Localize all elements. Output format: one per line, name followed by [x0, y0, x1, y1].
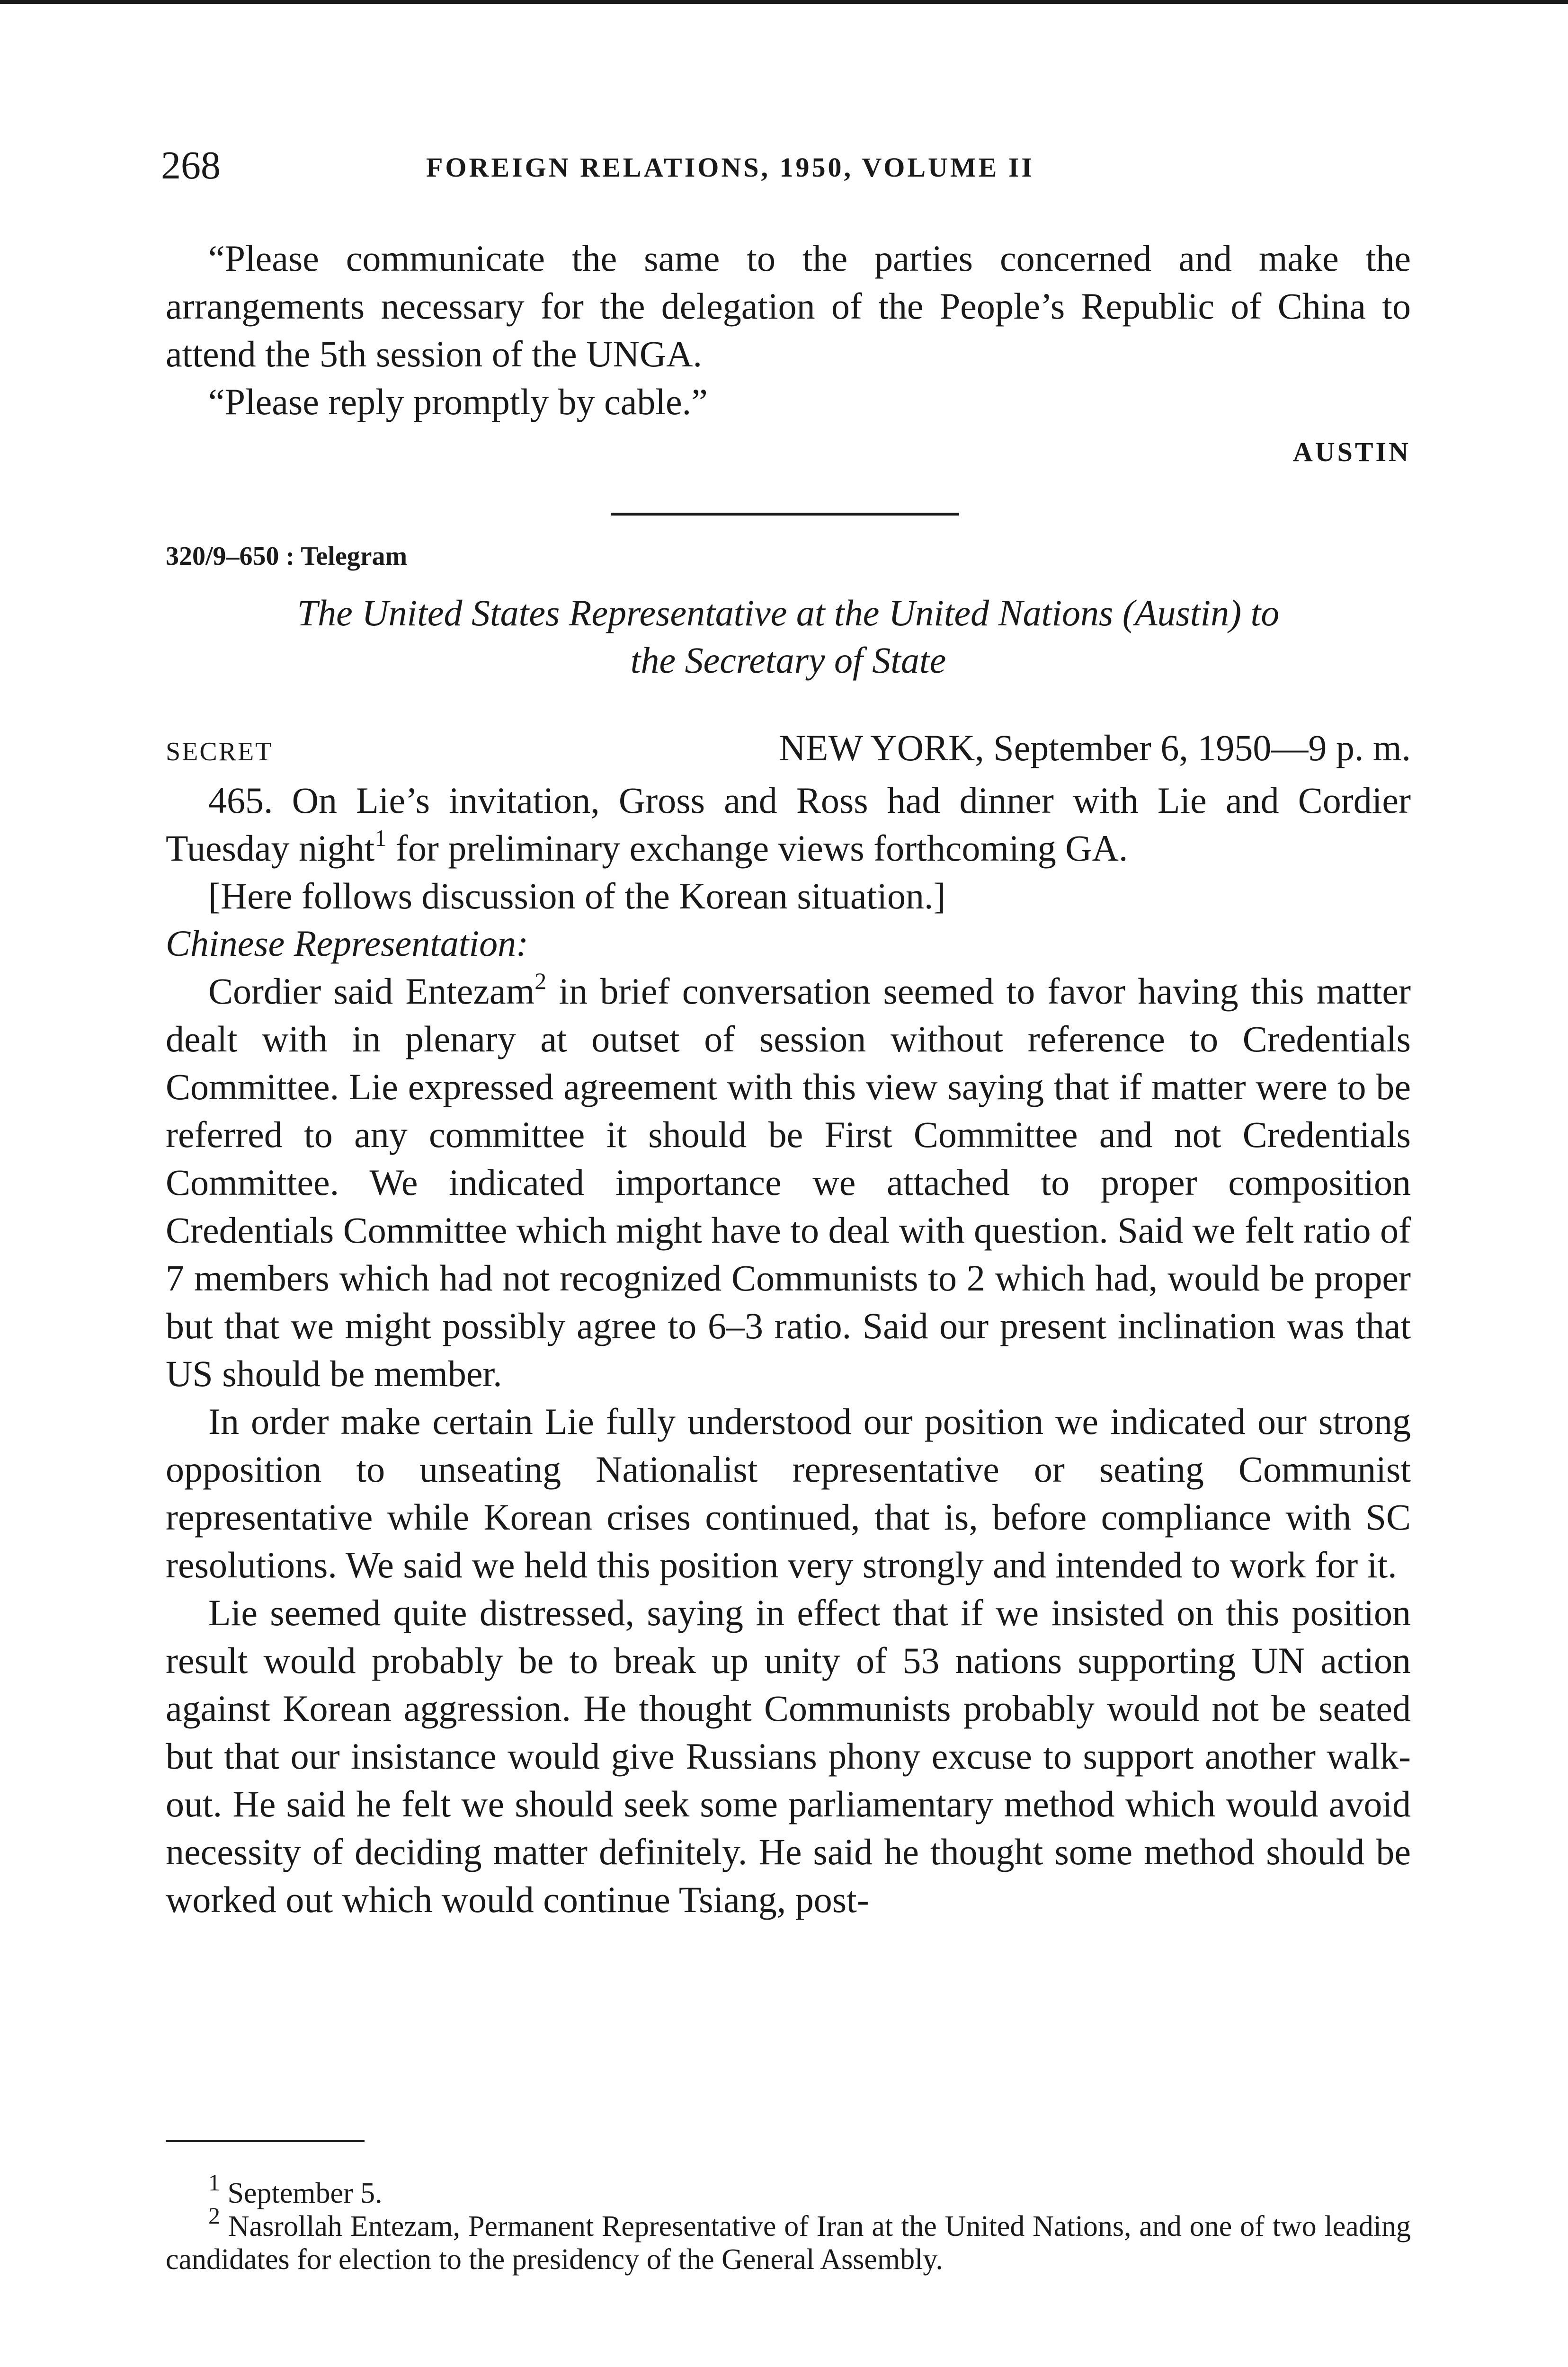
body-paragraph [166, 967, 1411, 1397]
body-text: in brief conversation seemed to favor having this matter dealt with in plenary at outset of session without reference to Credentials Committee. Lie expressed agreement with this view saying that if matter were to be referred to any committee it should be First Committee and not Credentials Committee. We indicated importance we attached to proper composition Credentials Committee which might have to deal with question. Said we felt ratio of 7 members which had not recognized Communists to 2 which had, would be proper but that we might possibly agree to 6–3 ratio. Said our present inclination was that US should be member. [166, 970, 1411, 1394]
document-title-line: The United States Representative at the United Nations (Austin) to [297, 592, 1280, 633]
document-title-line: the Secretary of State [630, 640, 946, 681]
footnote-ref: 1 [374, 825, 387, 851]
footnote [166, 2202, 1411, 2276]
continuation-paragraph: “Please reply promptly by cable.” [208, 381, 708, 422]
body-paragraph: Lie seemed quite distressed, saying in effect that if we insisted on this position result would probably be to break up unity of 53 nations supporting UN action against Korean aggression. He thought Communists probably would not be seated but that our insistance would give Russians phony excuse to support another walk-out. He said he felt we should seek some parliamentary method which would avoid necessity of deciding matter definitely. He said he thought some method should be worked out which would continue Tsiang, post- [166, 1592, 1411, 1920]
page-number: 268 [161, 143, 221, 187]
body-paragraph: In order make certain Lie fully understood our position we indicated our strong opposition to unseating Nationalist representative or seating Communist representative while Korean crises continued, that is, before compliance with SC resolutions. We said we held this position very strongly and intended to work for it. [166, 1401, 1411, 1585]
footnote-marker: 2 [208, 2202, 220, 2229]
footnote-rule [166, 2140, 365, 2142]
footnote-text: Nasrollah Entezam, Permanent Representative of Iran at the United Nations, and one of two leading candidates for election to the presidency of the General Assembly. [166, 2210, 1411, 2276]
footnote-text: September 5. [220, 2177, 383, 2209]
footnote-ref: 2 [535, 968, 547, 994]
telegram-body [166, 776, 1411, 1923]
body-text: for preliminary exchange views forthcoming GA. [386, 828, 1128, 869]
running-head [161, 142, 1155, 189]
file-reference: 320/9–650 : Telegram [166, 542, 408, 571]
footnote [166, 2169, 1411, 2210]
section-heading: Chinese Representation: [166, 923, 529, 964]
continuation-block [166, 234, 1411, 426]
signature: AUSTIN [1292, 436, 1411, 467]
body-text: Cordier said Entezam [208, 970, 535, 1012]
place-date: NEW YORK, September 6, 1950—9 p. m. [779, 727, 1411, 768]
footnotes [166, 2169, 1411, 2276]
body-paragraph [166, 776, 1411, 872]
editorial-note: [Here follows discussion of the Korean situation.] [208, 875, 946, 917]
dateline [166, 724, 1411, 772]
continuation-paragraph: “Please communicate the same to the parties concerned and make the arrangements necessary for the delegation of the People’s Republic of China to attend the 5th session of the UNGA. [166, 238, 1411, 374]
separator-rule [611, 513, 959, 516]
classification-label: SECRET [166, 737, 273, 766]
running-head-title: FOREIGN RELATIONS, 1950, VOLUME II [426, 152, 1034, 183]
body-text: 465. On Lie’s invitation, Gross and Ross had dinner with Lie and Cordier Tuesday night [166, 780, 1411, 869]
top-edge-rule [0, 0, 1568, 4]
footnote-marker: 1 [208, 2169, 220, 2196]
document-title [166, 589, 1411, 684]
